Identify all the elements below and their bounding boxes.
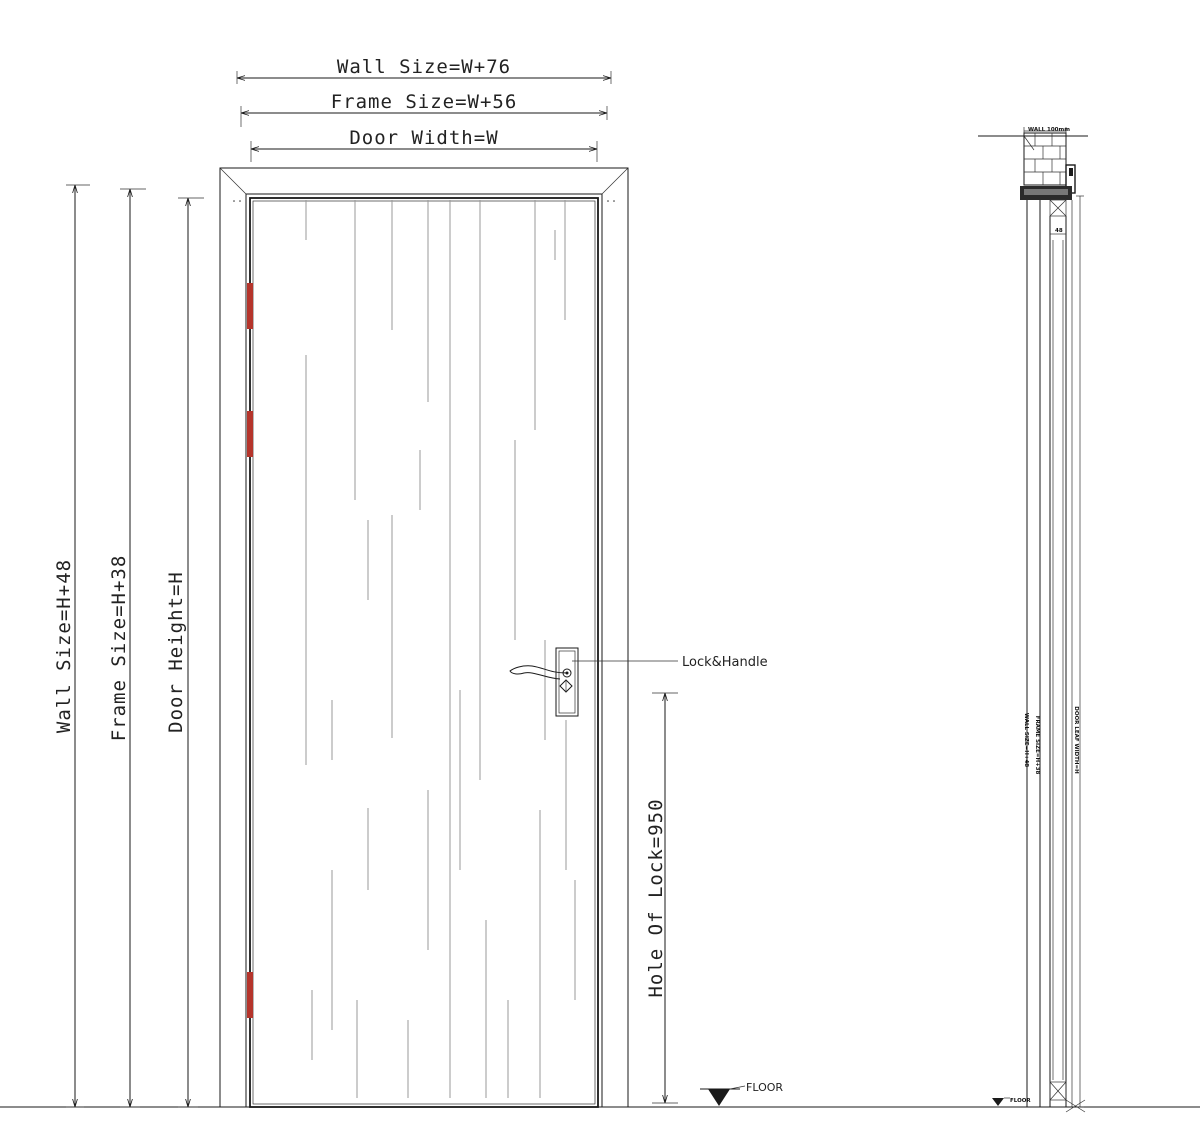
wall-size-width-dimension <box>237 56 611 84</box>
door-width-label: Door Width=W <box>349 127 499 149</box>
wall-size-width-label: Wall Size=W+76 <box>336 56 512 78</box>
section-floor-label: FLOOR <box>1010 1098 1031 1104</box>
lock-and-handle <box>510 648 768 716</box>
section-wall-label: WALL 100mm <box>1028 127 1070 133</box>
section-view <box>978 127 1088 1112</box>
floor-label: FLOOR <box>746 1081 784 1094</box>
door-height-dimension <box>165 198 204 1107</box>
hinge-bottom <box>247 972 253 1018</box>
door-frame <box>220 168 628 1107</box>
frame-size-height-dimension <box>108 189 146 1107</box>
door-leaf <box>250 198 598 1107</box>
hole-of-lock-dimension <box>645 693 678 1103</box>
frame-size-width-dimension <box>241 91 607 127</box>
frame-size-width-label: Frame Size=W+56 <box>330 91 518 113</box>
floor-marker <box>700 1081 783 1106</box>
frame-size-height-label: Frame Size=H+38 <box>108 554 130 742</box>
wood-grain-lines <box>306 200 575 1098</box>
section-dim-48: 48 <box>1055 228 1063 234</box>
section-wall-size-label: WALL SIZE=H+48 <box>1023 712 1029 768</box>
hinge-middle <box>247 411 253 457</box>
wall-size-height-dimension <box>53 185 90 1107</box>
section-frame-size-label: FRAME SIZE=H+38 <box>1034 715 1040 775</box>
wall-size-height-label: Wall Size=H+48 <box>53 558 75 734</box>
hinge-top <box>247 283 253 329</box>
door-height-label: Door Height=H <box>165 571 187 733</box>
door-width-dimension <box>251 127 597 162</box>
lock-handle-callout: Lock&Handle <box>682 655 768 670</box>
section-wall-block <box>1024 133 1075 193</box>
hole-of-lock-label: Hole Of Lock=950 <box>645 798 667 998</box>
section-door-leaf-label: DOOR LEAF WIDTH=H <box>1073 706 1079 774</box>
